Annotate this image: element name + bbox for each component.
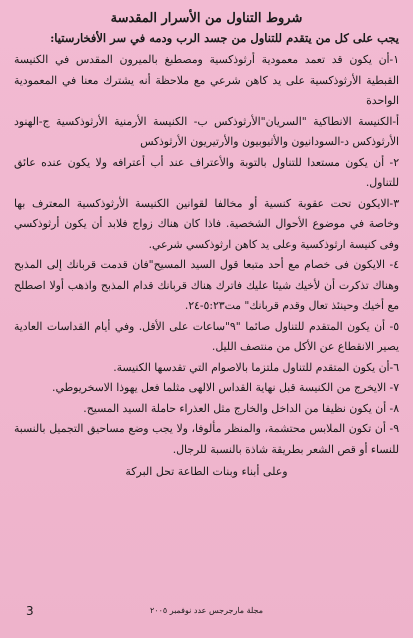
condition-item-6: ٦-أن يكون المتقدم للتناول ملتزما بالاصوام التي تقدسها الكنيسة. xyxy=(113,360,399,374)
page-title: شروط التناول من الأسرار المقدسة xyxy=(110,11,303,26)
condition-item-5: ٥- أن يكون المتقدم للتناول صائما "٩"ساعات على الأقل. وفي أيام القداسات العادية يصير الانقطاع عن الأكل من منتصف الليل. xyxy=(14,319,399,353)
magazine-issue: مجلة مارجرجس عدد نوفمبر ٢٠٠٥ xyxy=(149,606,263,615)
closing-blessing: وعلى أبناء وبنات الطاعة تحل البركة xyxy=(125,465,288,478)
condition-item-3: ٣-الايكون تحت عقوبة كنسية أو مخالفا لقوانين الكنيسة الأرثوذكسية المعترف بها وخاصة في موضوع الأحوال الشخصية. فاذا كان هناك زواج فلابد أن يكون أرثوذكسي وفى كنيسة ارثوذكسية وعلى يد كاهن ارثوذكسي شرعي. xyxy=(14,196,399,251)
condition-item-2: ٢- أن يكون مستعدا للتناول بالتوبة والأعتراف عند أب أعترافه ولا يكون عنده عائق للتناول. xyxy=(14,155,399,189)
page-number: 3 xyxy=(26,604,34,618)
page-footer xyxy=(0,604,413,618)
churches-list: أ-الكنيسة الانطاكية "السريان"الأرثوذكس ب- الكنيسة الأرمنية الأرثوذكسية ج-الهنود الأرثوذكس د-السودانيون والأثيوبيون والأرتيريون الأرثوذكس xyxy=(14,114,399,148)
condition-item-9: ٩- أن تكون الملابس محتشمة، والمنظر مألوفا، ولا يجب وضع مساحيق التجميل بالنسبة للنساء أو قص الشعر بطريقة شاذة بالنسبة للرجال. xyxy=(14,422,399,456)
condition-item-7: ٧- الايخرج من الكنيسة قبل نهاية القداس الالهى مثلما فعل يهوذا الاسخريوطي. xyxy=(52,381,399,394)
intro-paragraph: يجب على كل من يتقدم للتناول من جسد الرب ودمه في سر الأفخارستيا: xyxy=(50,31,399,45)
condition-item-8: ٨- أن يكون نظيفا من الداخل والخارج مثل العذراء حاملة السيد المسيح. xyxy=(83,401,399,415)
condition-item-1: ١-أن يكون قد تعمد معمودية أرثوذكسية ومصطبغ بالميرون المقدس في الكنيسة القبطية الأرثوذكسية على يد كاهن شرعي مع ملاحظة أنه يشترك معنا في المعمودية الواحدة xyxy=(14,53,399,107)
condition-item-4: ٤- الايكون فى خصام مع أحد متبعا قول السيد المسيح"فان قدمت قربانك إلى المذبح وهناك تذكرت أن لأخيك شيئا عليك فاترك هناك قربانك قدام المذبح واذهب أولا اصطلح مع أخيك وحينئذ تعال وقدم قربانك" مت٥:٢٣-٢٤. xyxy=(14,258,399,312)
